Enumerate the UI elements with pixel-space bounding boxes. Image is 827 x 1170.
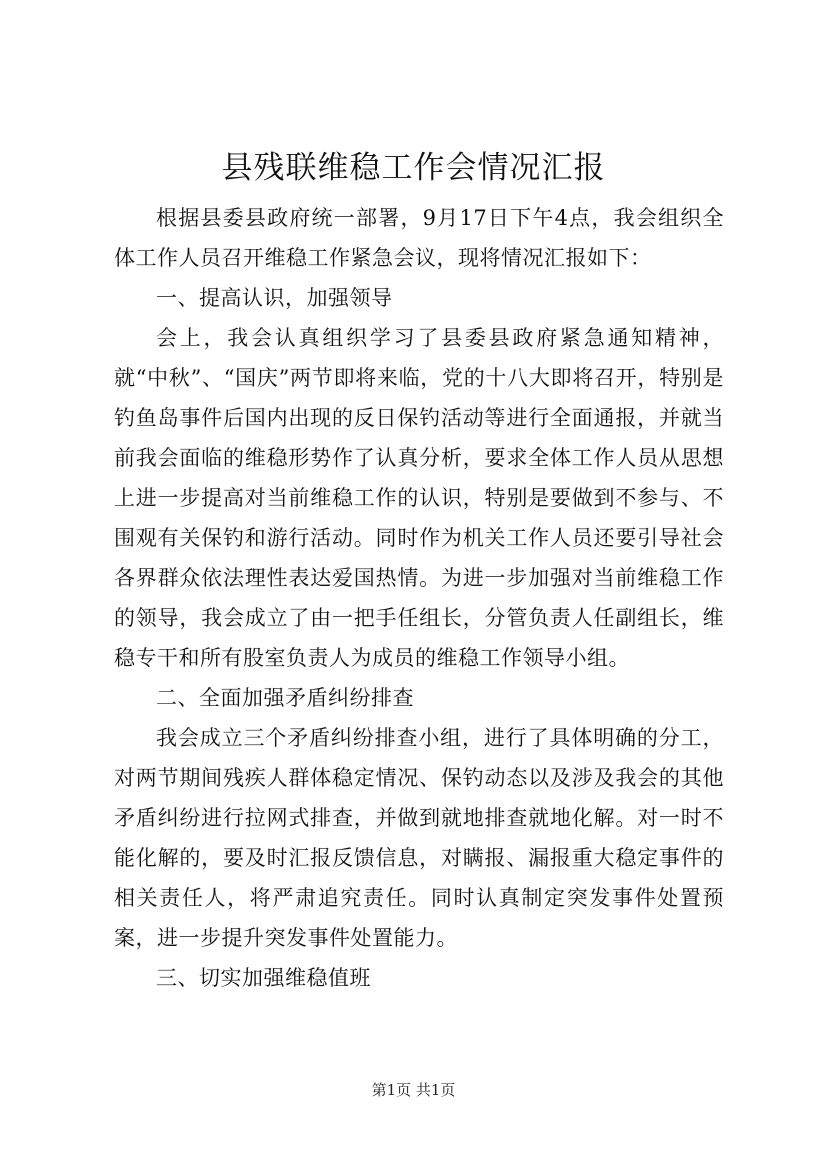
section-heading-3: 三、切实加强维稳值班 bbox=[156, 966, 371, 990]
document-body bbox=[114, 198, 724, 998]
page-footer: 第1页 共1页 bbox=[371, 1081, 456, 1099]
section-2-paragraph: 我会成立三个矛盾纠纷排查小组，进行了具体明确的分工，对两节期间残疾人群体稳定情况、保钓动态以及涉及我会的其他矛盾纠纷进行拉网式排查，并做到就地排查就地化解。对一时不能化解的，要及时汇报反馈信息，对瞒报、漏报重大稳定事件的相关责任人，将严肃追究责任。同时认真制定突发事件处置预案，进一步提升突发事件处置能力。 bbox=[114, 726, 724, 950]
section-heading-1: 一、提高认识，加强领导 bbox=[156, 286, 393, 310]
section-heading-2: 二、全面加强矛盾纠纷排查 bbox=[156, 686, 414, 710]
intro-paragraph: 根据县委县政府统一部署，9月17日下午4点，我会组织全体工作人员召开维稳工作紧急会议，现将情况汇报如下： bbox=[114, 206, 724, 270]
document-title: 县残联维稳工作会情况汇报 bbox=[221, 150, 606, 186]
section-1-paragraph: 会上，我会认真组织学习了县委县政府紧急通知精神，就“中秋”、“国庆”两节即将来临，党的十八大即将召开，特别是钓鱼岛事件后国内出现的反日保钓活动等进行全面通报，并就当前我会面临的维稳形势作了认真分析，要求全体工作人员从思想上进一步提高对当前维稳工作的认识，特别是要做到不参与、不围观有关保钓和游行活动。同时作为机关工作人员还要引导社会各界群众依法理性表达爱国热情。为进一步加强对当前维稳工作的领导，我会成立了由一把手任组长，分管负责人任副组长，维稳专干和所有股室负责人为成员的维稳工作领导小组。 bbox=[114, 326, 724, 670]
